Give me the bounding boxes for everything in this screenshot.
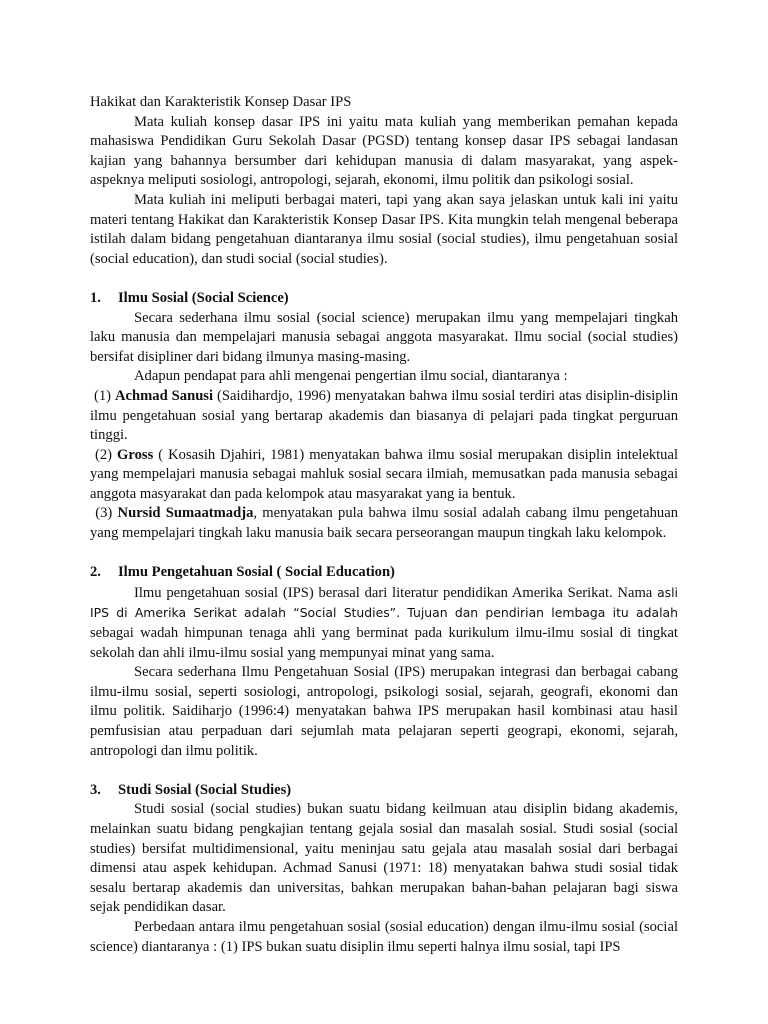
spacer bbox=[90, 269, 678, 289]
expert-3-text: , menyatakan pula bahwa ilmu sosial adalah cabang ilmu pengetahuan yang mempelajari tingkah laku manusia baik secara perseorangan maupun tingkah laku kelompok. bbox=[90, 505, 679, 542]
expert-3-prefix: (3) bbox=[95, 505, 118, 522]
expert-2-prefix: (2) bbox=[95, 446, 118, 463]
section-2-title: Ilmu Pengetahuan Sosial ( Social Education) bbox=[118, 564, 395, 581]
section-3-paragraph-2: Perbedaan antara ilmu pengetahuan sosial (sosial education) dengan ilmu-ilmu sosial (social science) diantaranya : (1) IPS bukan suatu disiplin ilmu seperti halnya ilmu sosial, tapi IPS bbox=[90, 918, 678, 955]
section-3-heading bbox=[90, 781, 678, 801]
section-2-paragraph-1 bbox=[90, 583, 678, 663]
section-3-title: Studi Sosial (Social Studies) bbox=[118, 781, 292, 798]
expert-2-text: ( Kosasih Djahiri, 1981) menyatakan bahwa ilmu sosial merupakan disiplin intelektual yang mempelajari manusia sebagai mahluk sosial secara ilmiah, memusatkan pada manusia sebagai anggota masyarakat dan pada kelompok atau masyarakat yang ia bentuk. bbox=[90, 446, 679, 502]
expert-opinion-2 bbox=[90, 446, 678, 505]
section-2-heading bbox=[90, 563, 678, 583]
section-1-title: Ilmu Sosial (Social Science) bbox=[118, 289, 289, 306]
section-1-number: 1. bbox=[90, 289, 101, 306]
section-2-paragraph-1-part-b: asli IPS di Amerika Serikat adalah “Social Studies”. Tujuan dan pendirian lembaga itu adalah bbox=[90, 584, 678, 621]
expert-1-prefix: (1) bbox=[93, 387, 115, 404]
expert-1-name: Achmad Sanusi bbox=[114, 387, 214, 404]
section-2-number: 2. bbox=[90, 564, 101, 581]
section-2-paragraph-1-part-c: sebagai wadah himpunan tenaga ahli yang berminat pada kurikulum ilmu-ilmu sosial di tingkat sekolah dan ahli ilmu-ilmu sosial yang mempunyai minat yang sama. bbox=[90, 625, 678, 661]
intro-paragraph-1: Mata kuliah konsep dasar IPS ini yaitu mata kuliah yang memberikan pemahan kepada mahasiswa Pendidikan Guru Sekolah Dasar (PGSD) tentang konsep dasar IPS sebagai landasan kajian yang bahannya bersumber dari kehidupan manusia di dalam masyarakat, yang aspek-aspeknya meliputi sosiologi, antropologi, sejarah, ekonomi, ilmu politik dan psikologi sosial. bbox=[90, 113, 678, 189]
section-1-paragraph-2: Adapun pendapat para ahli mengenai pengertian ilmu social, diantaranya : bbox=[134, 368, 568, 385]
section-1-heading bbox=[90, 289, 678, 309]
expert-2-name: Gross bbox=[117, 446, 154, 463]
section-3-number: 3. bbox=[90, 781, 101, 798]
spacer bbox=[90, 544, 678, 564]
spacer bbox=[90, 761, 678, 781]
section-2-paragraph-1-part-a: Ilmu pengetahuan sosial (IPS) berasal dari literatur pendidikan Amerika Serikat. Nama bbox=[134, 584, 658, 601]
expert-3-name: Nursid Sumaatmadja bbox=[117, 505, 254, 522]
document-title: Hakikat dan Karakteristik Konsep Dasar IPS bbox=[90, 94, 352, 110]
expert-opinion-1 bbox=[90, 387, 678, 446]
section-2-paragraph-2: Secara sederhana Ilmu Pengetahuan Sosial (IPS) merupakan integrasi dan berbagai cabang ilmu-ilmu sosial, seperti sosiologi, antropologi, psikologi sosial, sejarah, geografi, ekonomi dan ilmu politik. Saidiharjo (1996:4) menyatakan bahwa IPS merupakan hasil kombinasi atau hasil pemfusisian atau perpaduan dari sejumlah mata pelajaran seperti geograpi, ekonomi, sejarah, antropologi dan ilmu politik. bbox=[90, 664, 678, 759]
section-3-paragraph-1: Studi sosial (social studies) bukan suatu bidang keilmuan atau disiplin bidang akademis, melainkan suatu bidang pengkajian tentang gejala sosial dan masalah sosial. Studi sosial (social studies) bersifat multidimensional, yaitu meninjau satu gejala atau masalah sosial dari berbagai dimensi atau aspek kehidupan. Achmad Sanusi (1971: 18) menyatakan bahwa studi sosial tidak sesalu bertarap akademis dan universitas, bahkan merupakan bahan-bahan pelajaran bagi siswa sejak pendidikan dasar. bbox=[90, 801, 678, 916]
expert-1-text: (Saidihardjo, 1996) menyatakan bahwa ilmu sosial terdiri atas disiplin-disiplin ilmu pengetahuan sosial yang bertarap akademis dan biasanya di pelajari pada tingkat perguruan tinggi. bbox=[90, 387, 679, 444]
document-page bbox=[90, 93, 678, 957]
section-1-paragraph-1: Secara sederhana ilmu sosial (social science) merupakan ilmu yang mempelajari tingkah laku manusia dan mempelajari manusia sebagai anggota masyarakat. Ilmu social (social studies) bersifat disipliner dari bidang ilmunya masing-masing. bbox=[90, 309, 678, 365]
intro-paragraph-2: Mata kuliah ini meliputi berbagai materi, tapi yang akan saya jelaskan untuk kali ini yaitu materi tentang Hakikat dan Karakteristik Konsep Dasar IPS. Kita mungkin telah mengenal beberapa istilah dalam bidang pengetahuan diantaranya ilmu sosial (social studies), ilmu pengetahuan sosial (social education), dan studi social (social studies). bbox=[90, 191, 678, 267]
expert-opinion-3 bbox=[90, 504, 678, 543]
